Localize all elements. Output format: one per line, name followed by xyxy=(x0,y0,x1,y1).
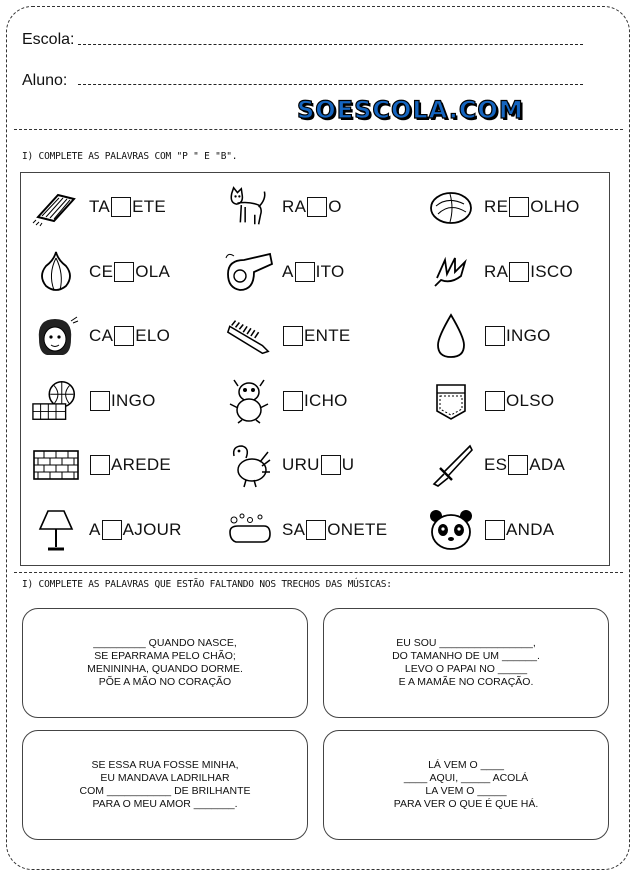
word-text xyxy=(282,197,342,217)
word-item xyxy=(224,183,342,231)
song-line: ____ AQUI, _____ ACOLÁ xyxy=(403,772,529,784)
letter-blank[interactable] xyxy=(321,455,341,475)
word-text xyxy=(484,262,573,282)
word-text xyxy=(484,197,580,217)
word-suffix: O xyxy=(328,197,342,216)
word-text xyxy=(484,455,565,475)
word-text xyxy=(89,262,170,282)
word-text xyxy=(282,520,387,540)
student-field[interactable] xyxy=(78,84,583,85)
song-line: COM ___________ DE BRILHANTE xyxy=(79,785,251,797)
word-suffix: AREDE xyxy=(111,455,172,474)
word-suffix: INGO xyxy=(111,391,156,410)
school-label: Escola: xyxy=(22,31,75,48)
song-line: SE ESSA RUA FOSSE MINHA, xyxy=(91,759,239,771)
letter-blank[interactable] xyxy=(485,391,505,411)
soap-icon xyxy=(224,507,274,553)
pocket-icon xyxy=(426,378,476,424)
word-text xyxy=(282,262,345,282)
letter-blank[interactable] xyxy=(114,326,134,346)
word-prefix: URU xyxy=(282,455,320,474)
lamp-icon xyxy=(31,507,81,553)
cabbage-icon xyxy=(426,184,476,230)
section2-instruction: I) COMPLETE AS PALAVRAS QUE ESTÃO FALTANDO NOS TRECHOS DAS MÚSICAS: xyxy=(22,579,392,590)
song-excerpt xyxy=(323,608,609,718)
letter-blank[interactable] xyxy=(111,197,131,217)
word-suffix: ENTE xyxy=(304,326,351,345)
word-suffix: OLHO xyxy=(530,197,580,216)
word-prefix: RE xyxy=(484,197,509,216)
word-prefix: A xyxy=(282,262,294,281)
letter-blank[interactable] xyxy=(102,520,122,540)
word-prefix: TA xyxy=(89,197,111,216)
song-line: E A MAMÃE NO CORAÇÃO. xyxy=(398,676,534,688)
word-prefix: A xyxy=(89,520,101,539)
word-suffix: ONETE xyxy=(327,520,388,539)
word-prefix: RA xyxy=(484,262,509,281)
letter-blank[interactable] xyxy=(114,262,134,282)
bingo-globe-icon xyxy=(31,378,81,424)
word-suffix: ANDA xyxy=(506,520,555,539)
word-text xyxy=(282,326,351,346)
word-suffix: ICHO xyxy=(304,391,348,410)
letter-blank[interactable] xyxy=(509,262,529,282)
word-prefix: CA xyxy=(89,326,114,345)
word-text xyxy=(89,520,182,540)
cat-icon xyxy=(224,184,274,230)
song-excerpt xyxy=(323,730,609,840)
onion-icon xyxy=(31,249,81,295)
word-suffix: ITO xyxy=(315,262,345,281)
word-suffix: AJOUR xyxy=(122,520,182,539)
word-prefix: ES xyxy=(484,455,508,474)
song-excerpt xyxy=(22,730,308,840)
letter-blank[interactable] xyxy=(509,197,529,217)
word-suffix: U xyxy=(341,455,355,474)
word-text xyxy=(89,455,171,475)
word-text xyxy=(282,455,354,475)
scribble-icon xyxy=(426,249,476,295)
word-text xyxy=(484,391,554,411)
word-suffix: ADA xyxy=(529,455,566,474)
drop-icon xyxy=(426,313,476,359)
whistle-icon xyxy=(224,249,274,295)
word-item xyxy=(224,248,345,296)
word-item xyxy=(426,377,554,425)
song-line: LA VEM O _____ xyxy=(425,785,507,797)
letter-blank[interactable] xyxy=(306,520,326,540)
word-item xyxy=(31,312,170,360)
word-suffix: OLSO xyxy=(506,391,555,410)
word-grid xyxy=(20,172,610,566)
site-logo: SOESCOLA.COM xyxy=(297,96,524,124)
word-suffix: INGO xyxy=(506,326,551,345)
letter-blank[interactable] xyxy=(90,391,110,411)
letter-blank[interactable] xyxy=(307,197,327,217)
word-suffix: ISCO xyxy=(530,262,573,281)
word-suffix: OLA xyxy=(135,262,171,281)
word-text xyxy=(89,391,156,411)
song-line: PARA VER O QUE É QUE HÁ. xyxy=(393,798,539,810)
panda-icon xyxy=(426,507,476,553)
word-item xyxy=(31,506,182,554)
section1-instruction: I) COMPLETE AS PALAVRAS COM "P " E "B". xyxy=(22,151,238,162)
letter-blank[interactable] xyxy=(508,455,528,475)
song-line: LÁ VEM O ____ xyxy=(428,759,504,771)
word-item xyxy=(426,248,573,296)
word-text xyxy=(484,520,554,540)
song-line: EU SOU ________________, xyxy=(396,637,536,649)
song-line: MENININHA, QUANDO DORME. xyxy=(87,663,243,675)
divider xyxy=(14,129,623,130)
word-prefix: SA xyxy=(282,520,306,539)
word-item xyxy=(31,377,156,425)
song-line: PARA O MEU AMOR _______. xyxy=(92,798,238,810)
creature-icon xyxy=(224,378,274,424)
word-item xyxy=(224,441,354,489)
word-prefix: RA xyxy=(282,197,307,216)
word-text xyxy=(89,197,166,217)
word-item xyxy=(31,441,171,489)
song-line: DO TAMANHO DE UM ______. xyxy=(392,650,540,662)
letter-blank[interactable] xyxy=(283,326,303,346)
student-label: Aluno: xyxy=(22,72,68,89)
sword-icon xyxy=(426,442,476,488)
song-line: LEVO O PAPAI NO _____ xyxy=(404,663,528,675)
word-prefix: CE xyxy=(89,262,114,281)
word-item xyxy=(224,312,351,360)
turkey-icon xyxy=(224,442,274,488)
comb-icon xyxy=(224,313,274,359)
song-line: PÕE A MÃO NO CORAÇÃO xyxy=(98,676,232,688)
word-item xyxy=(31,248,170,296)
word-suffix: ETE xyxy=(132,197,167,216)
letter-blank[interactable] xyxy=(485,520,505,540)
word-item xyxy=(31,183,166,231)
word-text xyxy=(484,326,551,346)
word-item xyxy=(426,506,554,554)
word-item xyxy=(224,506,387,554)
word-item xyxy=(224,377,348,425)
song-line: EU MANDAVA LADRILHAR xyxy=(100,772,230,784)
school-field[interactable] xyxy=(78,44,583,45)
letter-blank[interactable] xyxy=(283,391,303,411)
song-excerpt xyxy=(22,608,308,718)
word-suffix: ELO xyxy=(135,326,171,345)
song-line: SE EPARRAMA PELO CHÃO; xyxy=(94,650,236,662)
divider xyxy=(14,572,623,573)
letter-blank[interactable] xyxy=(295,262,315,282)
word-text xyxy=(282,391,348,411)
brick-wall-icon xyxy=(31,442,81,488)
word-item xyxy=(426,312,551,360)
letter-blank[interactable] xyxy=(485,326,505,346)
song-line: _________ QUANDO NASCE, xyxy=(93,637,237,649)
rug-icon xyxy=(31,184,81,230)
word-item xyxy=(426,183,580,231)
letter-blank[interactable] xyxy=(90,455,110,475)
word-item xyxy=(426,441,565,489)
word-text xyxy=(89,326,170,346)
girl-hair-icon xyxy=(31,313,81,359)
